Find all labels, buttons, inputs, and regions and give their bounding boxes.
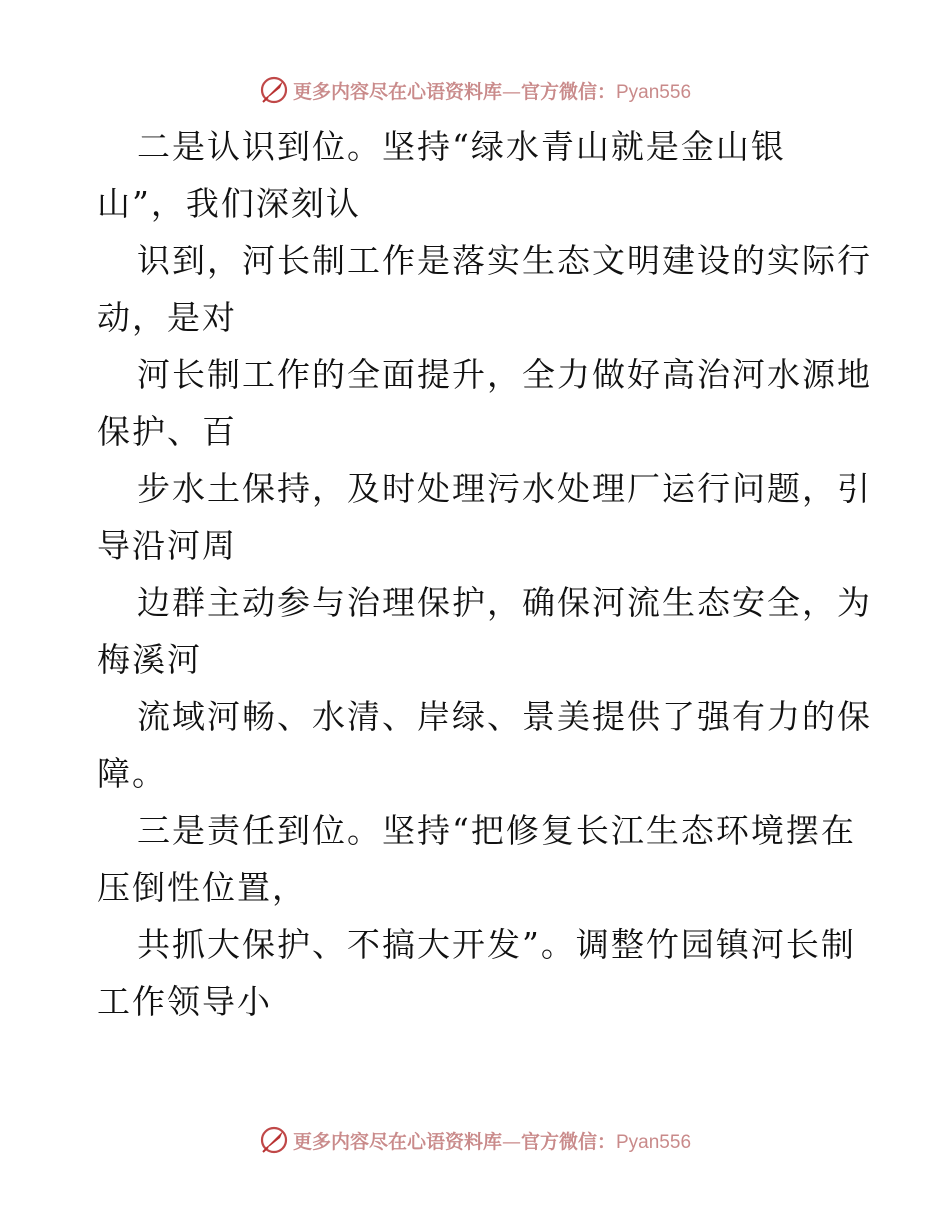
text-line: 动，是对 [97,298,237,337]
header-watermark [0,70,950,110]
text-line: 导沿河周 [97,526,237,565]
footer-watermark-text: 更多内容尽在心语资料库—官方微信：Pyan556 [292,1130,692,1153]
text-line: 边群主动参与治理保护，确保河流生态安全，为 [137,583,872,622]
header-watermark-text: 更多内容尽在心语资料库—官方微信：Pyan556 [292,80,692,103]
text-line: 步水土保持，及时处理污水处理厂运行问题，引 [137,469,872,508]
footer-watermark [0,1120,950,1160]
quill-logo-icon [259,75,289,105]
text-line: 山”，我们深刻认 [97,184,361,223]
text-line: 保护、百 [97,412,237,451]
text-line: 障。 [97,754,167,793]
text-line: 梅溪河 [97,640,202,679]
quill-logo-icon [259,1125,289,1155]
document-body [97,118,872,1030]
text-line: 三是责任到位。坚持“把修复长江生态环境摆在 [137,811,856,850]
text-line: 共抓大保护、不搞大开发”。调整竹园镇河长制 [137,925,856,964]
text-line: 工作领导小 [97,982,272,1021]
text-line: 河长制工作的全面提升，全力做好高治河水源地 [137,355,872,394]
text-line: 二是认识到位。坚持“绿水青山就是金山银 [137,127,786,166]
text-line: 压倒性位置， [97,868,307,907]
text-line: 识到，河长制工作是落实生态文明建设的实际行 [137,241,872,280]
text-line: 流域河畅、水清、岸绿、景美提供了强有力的保 [137,697,872,736]
